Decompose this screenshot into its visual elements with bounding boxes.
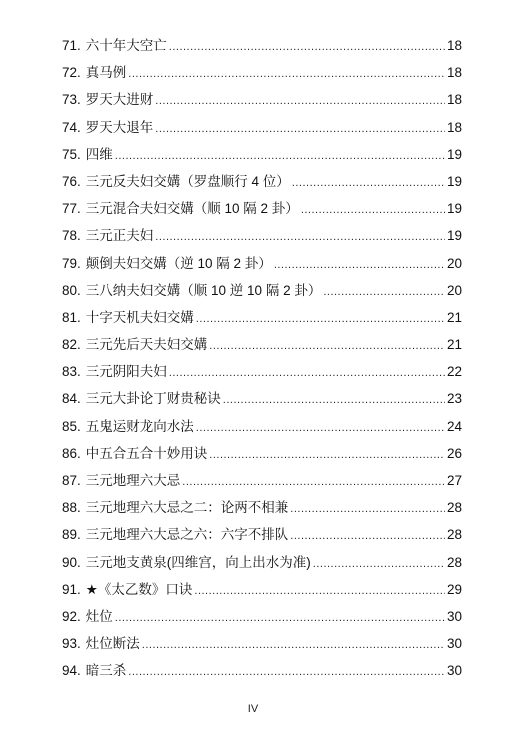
entry-number: 76. [62,173,81,189]
dot-leader [115,612,445,624]
entry-number: 86. [62,445,81,461]
dot-leader [169,41,445,53]
entry-title: 三元地理六大忌 [85,473,181,488]
entry-page: 21 [446,309,462,325]
entry-title: 三元地支黄泉(四维宫，向上出水为准) [85,554,311,570]
toc-entry[interactable] [62,360,462,387]
entry-page: 26 [446,445,462,461]
dot-leader [196,422,445,434]
entry-title: 三八纳夫妇交媾（顺 10 逆 10 隔 2 卦） [85,282,322,298]
toc-entry[interactable] [62,469,462,496]
toc-entry[interactable] [62,279,462,306]
dot-leader [182,476,445,488]
dot-leader [313,558,445,570]
entry-number: 78. [62,228,81,244]
entry-number: 87. [62,473,81,488]
entry-page: 30 [446,636,462,652]
entry-title: 三元地理六大忌之六：六字不排队 [85,527,289,543]
entry-title: 中五合五合十妙用诀 [85,445,208,461]
entry-number: 81. [62,309,81,325]
entry-title: ★《太乙数》口诀 [85,581,193,597]
toc-entry[interactable] [62,632,462,659]
dot-leader [223,394,445,406]
entry-number: 82. [62,337,81,353]
entry-number: 92. [62,608,81,624]
entry-page: 23 [446,391,462,407]
entry-page: 19 [446,146,462,162]
entry-number: 77. [62,201,81,217]
dot-leader [128,68,445,80]
entry-page: 18 [446,38,462,53]
entry-title: 罗天大退年 [85,119,154,135]
toc-entry[interactable] [62,252,462,279]
entry-number: 89. [62,527,81,543]
entry-title: 三元正夫妇 [85,228,154,244]
toc-entry[interactable] [62,34,462,61]
entry-title: 颠倒夫妇交媾（逆 10 隔 2 卦） [85,255,272,271]
entry-number: 85. [62,418,81,434]
toc-entry[interactable] [62,170,462,197]
entry-number: 73. [62,92,81,108]
entry-page: 28 [446,554,462,570]
dot-leader [274,259,445,271]
entry-page: 18 [446,92,462,108]
toc-entry[interactable] [62,442,462,469]
entry-page: 28 [446,527,462,543]
entry-title: 三元反夫妇交媾（罗盘顺行 4 位） [85,173,290,189]
entry-page: 30 [446,608,462,624]
entry-page: 30 [446,663,462,679]
entry-page: 24 [446,418,462,434]
toc-entry[interactable] [62,143,462,170]
dot-leader [155,123,445,135]
dot-leader [323,286,445,298]
dot-leader [290,530,445,542]
entry-number: 74. [62,119,81,135]
toc-entry[interactable] [62,333,462,360]
toc-entry[interactable] [62,197,462,224]
dot-leader [169,367,445,379]
dot-leader [142,639,445,651]
toc-entry[interactable] [62,551,462,578]
entry-title: 六十年大空亡 [85,38,167,53]
entry-page: 22 [446,364,462,380]
entry-page: 19 [446,173,462,189]
entry-number: 75. [62,146,81,162]
dot-leader [301,204,445,216]
entry-number: 79. [62,255,81,271]
entry-title: 灶位断法 [85,636,140,652]
entry-title: 三元大卦论丁财贵秘诀 [85,391,221,407]
toc-entry[interactable] [62,61,462,88]
entry-number: 71. [62,38,81,53]
entry-number: 88. [62,500,81,516]
toc-entry[interactable] [62,224,462,251]
entry-page: 20 [446,282,462,298]
page-number: IV [247,703,259,715]
entry-number: 90. [62,554,81,570]
entry-title: 灶位 [85,608,113,624]
table-of-contents [62,34,462,687]
dot-leader [155,231,445,243]
dot-leader [290,503,445,515]
toc-entry[interactable] [62,116,462,143]
toc-entry[interactable] [62,387,462,414]
entry-title: 罗天大进财 [85,92,154,108]
toc-entry[interactable] [62,496,462,523]
dot-leader [115,150,445,162]
toc-entry[interactable] [62,88,462,115]
entry-page: 18 [446,65,462,81]
entry-page: 29 [446,581,462,597]
toc-entry[interactable] [62,523,462,550]
entry-title: 暗三杀 [85,663,127,679]
entry-page: 18 [446,119,462,135]
entry-page: 20 [446,255,462,271]
entry-page: 28 [446,500,462,516]
entry-page: 19 [446,201,462,217]
entry-title: 五鬼运财龙向水法 [85,418,194,434]
entry-title: 十字天机夫妇交媾 [85,309,194,325]
entry-number: 93. [62,636,81,652]
toc-entry[interactable] [62,306,462,333]
entry-number: 94. [62,663,81,679]
entry-title: 四维 [85,146,113,162]
toc-entry[interactable] [62,415,462,442]
entry-number: 72. [62,65,81,81]
dot-leader [292,177,445,189]
dot-leader [194,585,445,597]
dot-leader [128,666,445,678]
entry-number: 84. [62,391,81,407]
entry-title: 三元混合夫妇交媾（顺 10 隔 2 卦） [85,201,299,217]
entry-title: 三元先后天夫妇交媾 [85,337,208,353]
entry-title: 真马例 [85,65,127,81]
toc-entry[interactable] [62,578,462,605]
dot-leader [209,449,445,461]
entry-title: 三元地理六大忌之二：论两不相兼 [85,500,289,516]
entry-page: 27 [446,473,462,488]
entry-page: 19 [446,228,462,244]
dot-leader [196,313,445,325]
toc-entry[interactable] [62,605,462,632]
dot-leader [155,95,445,107]
entry-number: 80. [62,282,81,298]
entry-page: 21 [446,337,462,353]
entry-number: 83. [62,364,81,380]
dot-leader [209,340,445,352]
entry-number: 91. [62,581,81,597]
toc-entry[interactable] [62,659,462,686]
entry-title: 三元阴阳夫妇 [85,364,167,380]
